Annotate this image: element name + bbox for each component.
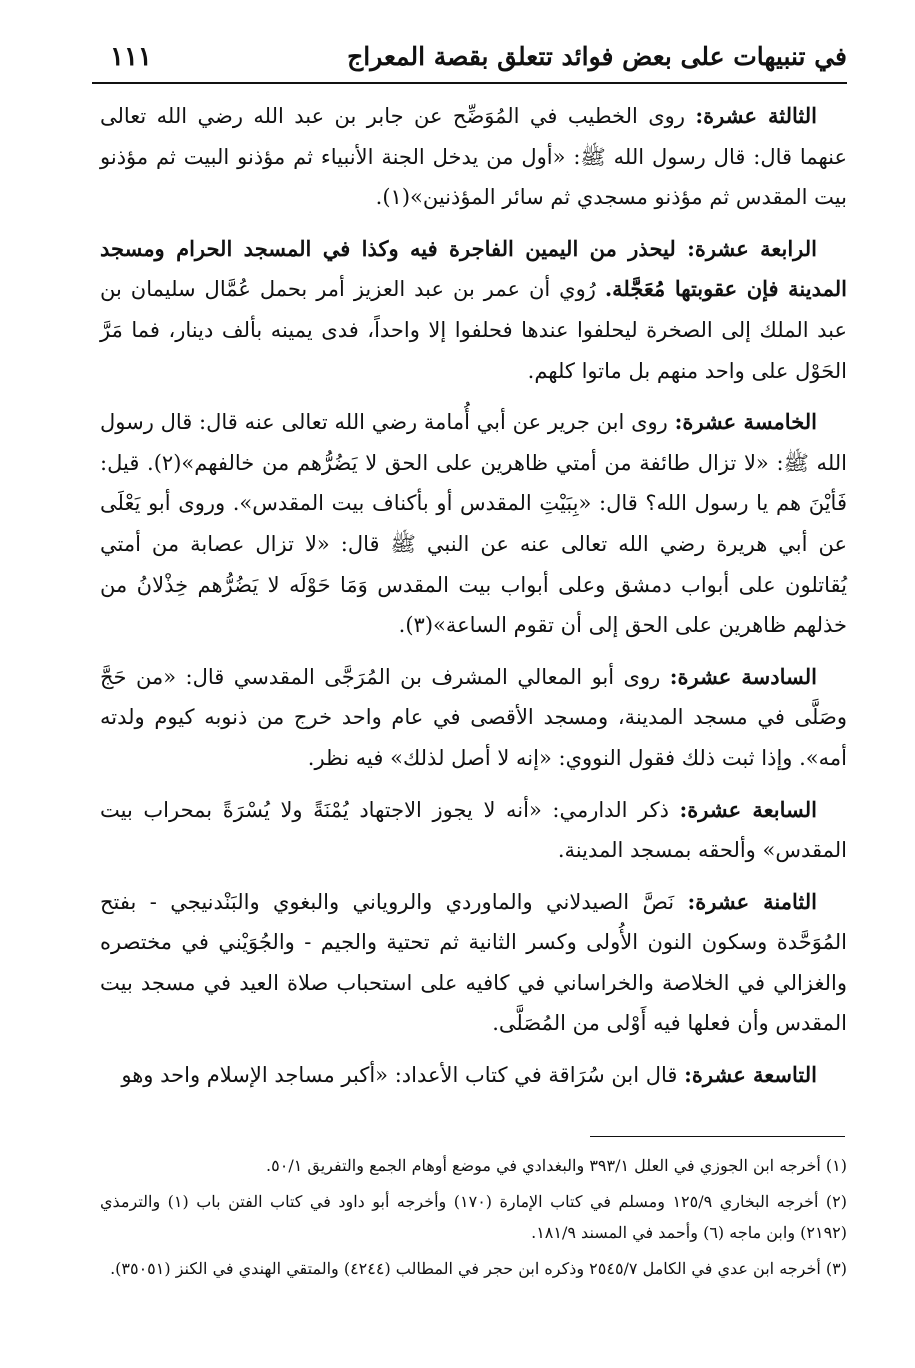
paragraph-heading: الثالثة عشرة: [695,103,817,128]
paragraph-19 [100,1055,847,1096]
footnotes [100,1150,847,1284]
page-header [92,40,847,84]
footnote-separator [590,1136,845,1137]
paragraph-14 [100,229,847,391]
paragraph-17 [100,790,847,871]
paragraph-13 [100,96,847,218]
paragraph-body: روى الخطيب في المُوَضِّح عن جابر بن عبد الله رضي الله تعالى عنهما قال: قال رسول الله ﷺ: «أول من يدخل الجنة الأنبياء ثم مؤذنو البيت ثم مؤذنو بيت المقدس ثم مؤذنو مسجدي ثم سائر المؤذنين»(١). [100,104,847,210]
paragraph-heading: السادسة عشرة: [669,663,817,689]
paragraph-body: روى ابن جرير عن أبي أُمامة رضي الله تعالى عنه قال: قال رسول الله ﷺ: «لا تزال طائفة من أمتي ظاهرين على الحق لا يَضُرُّهم من خالفهم»(٢). قيل: فَأيْنَ هم يا رسول الله؟ قال: «بِبَيْتِ المقدس أو بأكناف بيت المقدس». وروى أبو يَعْلَى عن أبي هريرة رضي الله تعالى عنه عن النبي ﷺ قال: «لا تزال عصابة من أمتي يُقاتلون على أبواب دمشق وعلى أبواب بيت المقدس وَمَا حَوْلَه لا يَضُرُّهم خِذْلانُ من خذلهم ظاهرين على الحق إلى أن تقوم الساعة»(٣). [100,410,848,638]
paragraph-18 [100,882,847,1044]
page-number: ١١١ [110,42,152,72]
paragraph-body: روى أبو المعالي المشرف بن المُرَجَّى المقدسي قال: «من حَجَّ وصَلَّى في مسجد المدينة، ومسجد الأقصى في عام واحد خرج من ذنوبه كيوم ولدته أمه». وإذا ثبت ذلك فقول النووي: «إنه لا أصل لذلك» فيه نظر. [100,664,847,770]
footnote: (٢) أخرجه البخاري ١٢٥/٩ ومسلم في كتاب الإمارة (١٧٠) وأخرجه أبو داود في كتاب الفتن باب (١) والترمذي (٢١٩٢) وابن ماجه (٦) وأحمد في المسند ١٨١/٩. [100,1191,847,1242]
paragraph-heading: الخامسة عشرة: [674,409,817,435]
running-title: في تنبيهات على بعض فوائد تتعلق بقصة المعراج [347,42,847,71]
paragraph-heading: السابعة عشرة: [679,796,817,822]
paragraph-body: ذكر الدارمي: «أنه لا يجوز الاجتهاد يُمْنَةً ولا يُسْرَةً بمحراب بيت المقدس» وألحقه بمسجد المدينة. [100,797,847,863]
paragraph-heading: التاسعة عشرة: [684,1062,817,1088]
paragraph-body: نَصَّ الصيدلاني والماوردي والروياني والبغوي والبَنْدنيجي - بفتح المُوَحَّدة وسكون النون الأُولى وكسر الثانية ثم تحتية والجيم - والجُوَيْني في مختصره والغزالي في الخلاصة والخراساني في كافيه على استحباب صلاة العيد في مسجد بيت المقدس وأن فعلها فيه أَوْلى من المُصَلَّى. [100,889,847,1036]
paragraph-heading: الرابعة عشرة: ليحذر من اليمين الفاجرة فيه وكذا في المسجد الحرام ومسجد المدينة فإن عقوبتها مُعَجَّلة. [100,235,847,302]
paragraph-body: قال ابن سُرَاقة في كتاب الأعداد: «أكبر مساجد الإسلام واحد وهو [121,1063,678,1088]
paragraph-16 [100,657,847,779]
paragraph-heading: الثامنة عشرة: [687,888,817,914]
footnote: (١) أخرجه ابن الجوزي في العلل ٣٩٣/١ والبغدادي في موضع أوهام الجمع والتفريق ٥٠/١. [266,1156,847,1175]
main-text [100,96,847,1096]
paragraph-15 [100,402,847,646]
footnote: (٣) أخرجه ابن عدي في الكامل ٢٥٤٥/٧ وذكره ابن حجر في المطالب (٤٢٤٤) والمتقي الهندي في الكنز (٣٥٠٥١). [110,1258,847,1278]
paragraph-body: رُوي أن عمر بن عبد العزيز أمر بحمل عُمَّال سليمان بن عبد الملك إلى الصخرة ليحلفوا عندها فحلفوا إلا واحداً، فدى يمينه بألف دينار، فما مَرَّ الحَوْل على واحد منهم بل ماتوا كلهم. [100,277,847,383]
